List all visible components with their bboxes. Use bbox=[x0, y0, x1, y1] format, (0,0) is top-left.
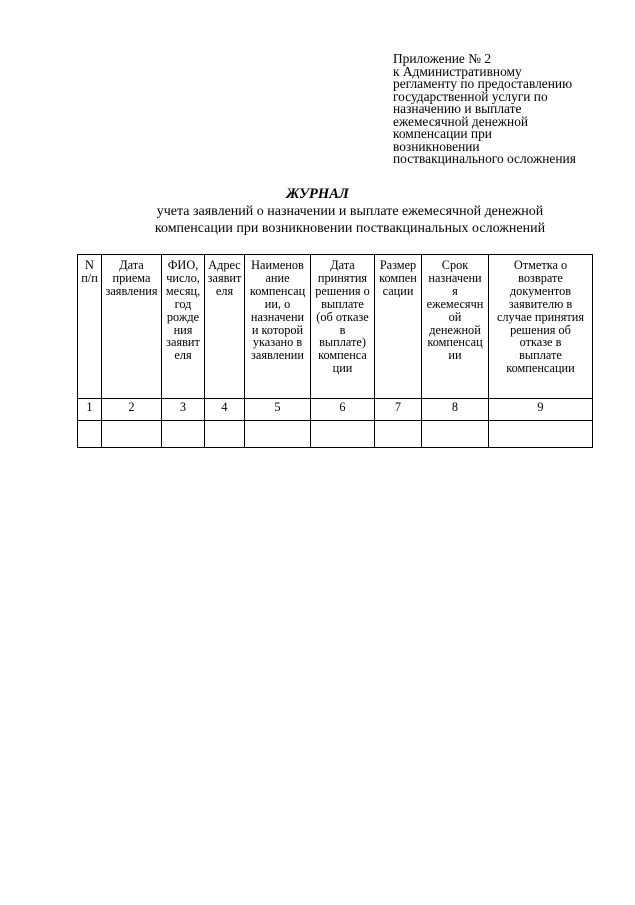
header-text-line: компенса bbox=[318, 348, 367, 363]
header-text-line: ой bbox=[448, 309, 462, 324]
column-number-cell: 1 bbox=[78, 399, 102, 421]
empty-cell bbox=[311, 421, 375, 448]
header-text-line: Дата bbox=[119, 258, 144, 272]
header-text-line: указано в bbox=[252, 335, 303, 350]
empty-cell bbox=[375, 421, 422, 448]
header-text-line: компенсац bbox=[427, 335, 483, 350]
header-text-line: ции bbox=[332, 361, 353, 376]
header-text-line: выплате bbox=[519, 348, 562, 363]
header-text-line: отказе в bbox=[519, 335, 562, 350]
appendix-line: ежемесячной денежной bbox=[393, 113, 529, 129]
header-text-line: и которой bbox=[251, 322, 304, 337]
appendix-line: компенсации при bbox=[393, 126, 492, 141]
appendix-line: государственной услуги по bbox=[393, 88, 548, 104]
empty-cell bbox=[422, 421, 489, 448]
header-text-line: Дата bbox=[330, 258, 355, 272]
appendix-line: регламенту по предоставлению bbox=[393, 76, 573, 91]
header-text-line: компенсац bbox=[249, 283, 306, 298]
journal-title: ЖУРНАЛ bbox=[286, 186, 349, 202]
appendix-line: поствакцинального осложнения bbox=[393, 151, 576, 166]
header-text-line: еля bbox=[215, 283, 234, 298]
header-text-line: Отметка о bbox=[513, 258, 568, 272]
header-text-line: возврате bbox=[518, 270, 563, 285]
header-text-line: принятия bbox=[317, 270, 368, 285]
header-text-line: год bbox=[174, 296, 192, 311]
column-number-cell: 7 bbox=[375, 399, 422, 421]
header-text-line: документов bbox=[509, 283, 572, 298]
column-number-row bbox=[78, 399, 593, 421]
header-row bbox=[78, 255, 593, 399]
header-text-line: еля bbox=[174, 348, 192, 363]
table-row bbox=[78, 421, 593, 448]
empty-cell bbox=[245, 421, 311, 448]
header-text-line: заявит bbox=[166, 335, 200, 350]
header-text-line: ии bbox=[448, 348, 462, 363]
header-text-line: Срок bbox=[441, 258, 469, 272]
header-cell bbox=[489, 255, 593, 399]
empty-cell bbox=[102, 421, 162, 448]
appendix-block bbox=[393, 53, 618, 166]
header-text-line: назначени bbox=[428, 270, 482, 285]
journal-subtitle bbox=[60, 203, 635, 237]
header-text-line: заявит bbox=[207, 270, 242, 285]
header-cell bbox=[102, 255, 162, 399]
appendix-line: к Административному bbox=[393, 63, 522, 79]
column-number-cell: 3 bbox=[162, 399, 205, 421]
header-text-line: Размер bbox=[379, 258, 417, 272]
header-text-line: сации bbox=[382, 283, 414, 298]
journal-table bbox=[77, 254, 593, 448]
header-text-line: ежемесячн bbox=[426, 296, 484, 311]
header-text-line: заявителю в bbox=[508, 296, 573, 311]
subtitle-line: компенсации при возникновении поствакцинальных осложнений bbox=[154, 221, 546, 236]
header-cell bbox=[422, 255, 489, 399]
header-cell bbox=[205, 255, 245, 399]
column-number-cell: 6 bbox=[311, 399, 375, 421]
appendix-line: назначению и выплате bbox=[393, 101, 522, 116]
header-text-line: выплате) bbox=[319, 335, 366, 350]
header-text-line: решения о bbox=[315, 283, 370, 298]
header-cell bbox=[375, 255, 422, 399]
header-text-line: заявлении bbox=[251, 348, 304, 363]
header-text-line: п/п bbox=[81, 270, 98, 285]
header-text-line: месяц, bbox=[165, 283, 201, 298]
empty-cell bbox=[205, 421, 245, 448]
header-text-line: заявления bbox=[105, 283, 158, 298]
column-number-cell: 2 bbox=[102, 399, 162, 421]
header-text-line: случае принятия bbox=[496, 309, 585, 324]
subtitle-line: учета заявлений о назначении и выплате ежемесячной денежной bbox=[156, 204, 544, 219]
header-text-line: ии, о bbox=[264, 296, 291, 311]
header-text-line: ФИО, bbox=[167, 258, 199, 272]
header-text-line: ание bbox=[265, 270, 290, 285]
appendix-line: возникновении bbox=[393, 138, 480, 154]
column-number-cell: 9 bbox=[489, 399, 593, 421]
header-text-line: я bbox=[452, 283, 458, 298]
header-text-line: Адрес bbox=[208, 258, 241, 272]
header-text-line: компен bbox=[379, 270, 417, 285]
header-text-line: Наименов bbox=[251, 258, 304, 272]
empty-cell bbox=[162, 421, 205, 448]
header-text-line: приема bbox=[112, 270, 151, 285]
header-cell bbox=[78, 255, 102, 399]
header-text-line: назначени bbox=[250, 309, 305, 324]
header-text-line: в bbox=[339, 322, 346, 337]
header-cell bbox=[245, 255, 311, 399]
header-text-line: N bbox=[85, 258, 94, 272]
header-text-line: ния bbox=[173, 322, 193, 337]
empty-cell bbox=[78, 421, 102, 448]
header-text-line: выплате bbox=[321, 296, 364, 311]
header-text-line: число, bbox=[166, 270, 200, 285]
column-number-cell: 4 bbox=[205, 399, 245, 421]
header-text-line: денежной bbox=[429, 322, 481, 337]
header-text-line: компенсации bbox=[506, 361, 575, 376]
header-cell bbox=[311, 255, 375, 399]
header-text-line: решения об bbox=[510, 322, 571, 337]
appendix-line: Приложение № 2 bbox=[393, 51, 492, 66]
header-text-line: (об отказе bbox=[316, 309, 369, 324]
column-number-cell: 5 bbox=[245, 399, 311, 421]
column-number-cell: 8 bbox=[422, 399, 489, 421]
header-cell bbox=[162, 255, 205, 399]
header-text-line: рожде bbox=[166, 309, 200, 324]
empty-cell bbox=[489, 421, 593, 448]
